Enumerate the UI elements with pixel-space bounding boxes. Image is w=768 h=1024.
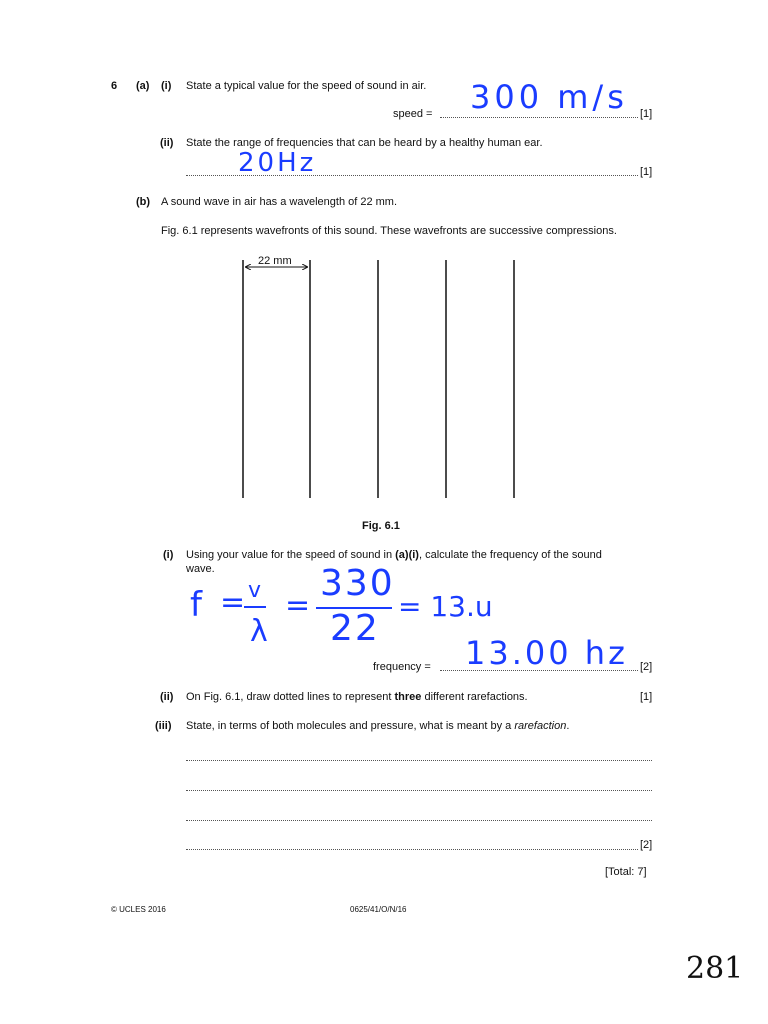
rarefaction-answer-line-4[interactable] xyxy=(186,849,638,850)
figure-intro-text: Fig. 6.1 represents wavefronts of this sound. These wavefronts are successive compressions. xyxy=(161,225,617,237)
part-b-i-text-line1: Using your value for the speed of sound in (a)(i), calculate the frequency of the sound xyxy=(186,549,602,561)
working-equals-1: = xyxy=(220,585,246,620)
part-a-label: (a) xyxy=(136,80,150,92)
part-b-iii-text: State, in terms of both molecules and pressure, what is meant by a rarefaction. xyxy=(186,720,570,732)
working-v: v xyxy=(248,578,262,603)
part-a-ii-text: State the range of frequencies that can be heard by a healthy human ear. xyxy=(186,137,543,149)
total-marks: [Total: 7] xyxy=(605,866,647,878)
page-number: 281 xyxy=(686,951,744,986)
footer-paper-code: 0625/41/O/N/16 xyxy=(350,905,407,914)
part-a-ii-label: (ii) xyxy=(160,137,174,149)
working-result: = 13.u xyxy=(398,590,493,623)
part-b-label: (b) xyxy=(136,196,151,208)
working-f: f xyxy=(190,585,202,625)
part-a-i-text: State a typical value for the speed of sound in air. xyxy=(186,80,427,92)
part-b-i-label: (i) xyxy=(163,549,174,561)
figure-6-1-wavefronts xyxy=(230,250,530,505)
frequency-handwritten-answer: 13.00 hz xyxy=(465,634,628,672)
rarefaction-answer-line-2[interactable] xyxy=(186,790,652,791)
question-number: 6 xyxy=(111,80,118,92)
part-b-iii-marks: [2] xyxy=(640,839,653,851)
speed-handwritten-answer: 300 m/s xyxy=(470,78,628,116)
part-a-i-label: (i) xyxy=(161,80,172,92)
part-a-ii-marks: [1] xyxy=(640,166,653,178)
wavelength-dimension-label: 22 mm xyxy=(258,255,292,267)
working-denominator: 22 xyxy=(330,608,380,649)
working-numerator: 330 xyxy=(320,563,395,604)
part-b-i-text-line2: wave. xyxy=(186,563,215,575)
rarefaction-answer-line-3[interactable] xyxy=(186,820,652,821)
part-a-i-marks: [1] xyxy=(640,108,653,120)
part-b-ii-text: On Fig. 6.1, draw dotted lines to represent three different rarefactions. xyxy=(186,691,528,703)
working-lambda: λ xyxy=(250,614,268,649)
part-b-iii-label: (iii) xyxy=(155,720,172,732)
speed-answer-line[interactable] xyxy=(440,117,638,118)
speed-answer-label: speed = xyxy=(393,108,433,120)
frequency-answer-label: frequency = xyxy=(373,661,431,673)
part-b-text: A sound wave in air has a wavelength of 22 mm. xyxy=(161,196,398,208)
rarefaction-answer-line-1[interactable] xyxy=(186,760,652,761)
figure-caption: Fig. 6.1 xyxy=(362,520,400,532)
working-fraction-bar-1 xyxy=(244,606,266,608)
frequency-range-handwritten-answer: 20Hz xyxy=(238,148,317,178)
footer-copyright: © UCLES 2016 xyxy=(111,905,166,914)
part-b-i-marks: [2] xyxy=(640,661,653,673)
part-b-ii-label: (ii) xyxy=(160,691,174,703)
part-b-ii-marks: [1] xyxy=(640,691,653,703)
working-equals-2: = xyxy=(285,588,311,623)
